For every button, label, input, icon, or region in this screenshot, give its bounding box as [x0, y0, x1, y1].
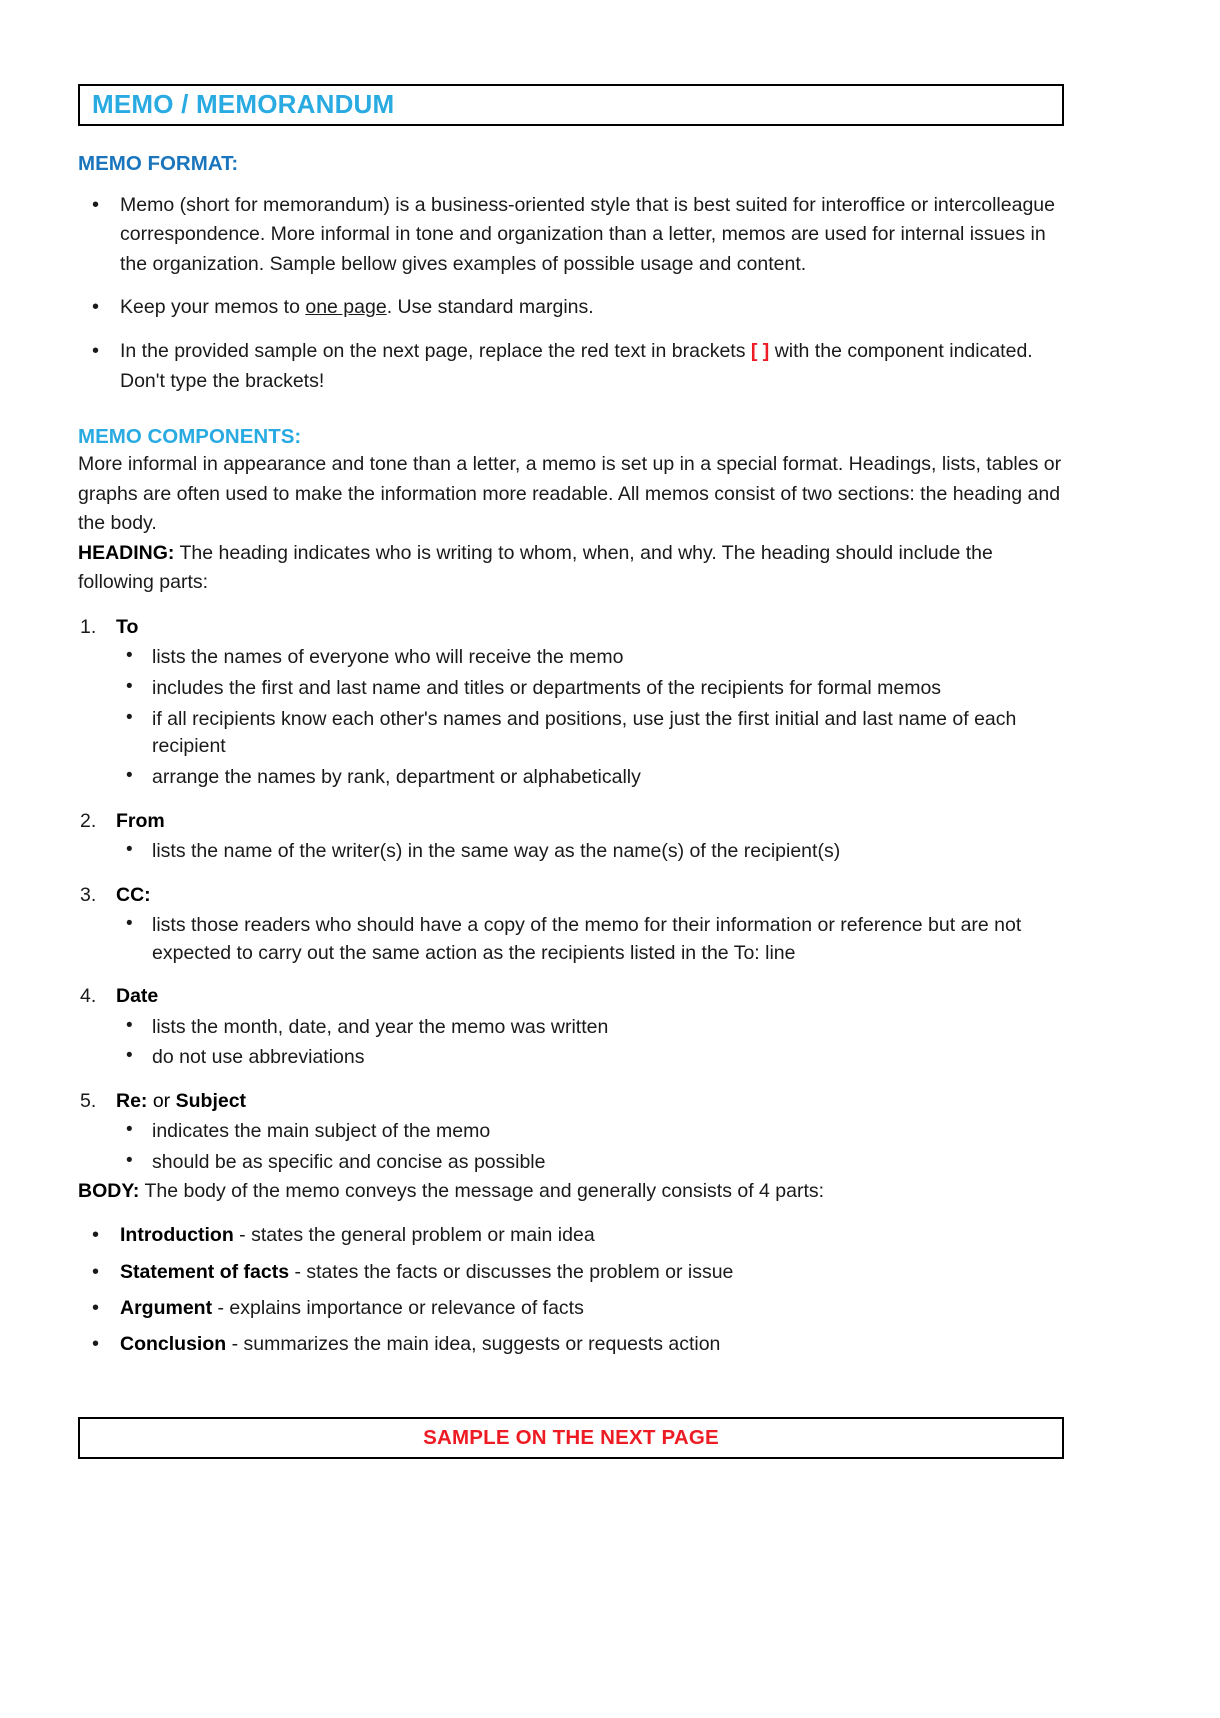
heading-part-subitem: • should be as specific and concise as possible	[116, 1149, 1064, 1177]
body-part-item	[78, 1222, 1064, 1249]
heading-part-item	[78, 614, 1064, 792]
heading-part-subitem: • arrange the names by rank, department or alphabetically	[116, 764, 1064, 792]
heading-part-item	[78, 983, 1064, 1072]
body-parts-list	[78, 1222, 1064, 1358]
heading-section-text: The heading indicates who is writing to whom, when, and why. The heading should include the following parts:	[78, 541, 993, 594]
heading-part-subitem: • lists those readers who should have a copy of the memo for their information or reference but are not expected to carry out the same action as the recipients listed in the To: line	[116, 912, 1064, 967]
heading-part-subitem: • do not use abbreviations	[116, 1044, 1064, 1072]
body-part-term: Conclusion	[120, 1333, 227, 1356]
memo-components-intro: More informal in appearance and tone than a letter, a memo is set up in a special format. Headings, lists, tables or graphs are often used to make the information more readable. All memos consist of two sections: the heading and the body.	[78, 452, 1062, 535]
heading-part-subitem: • includes the first and last name and titles or departments of the recipients for formal memos	[116, 675, 1064, 703]
body-part-description: - summarizes the main idea, suggests or requests action	[226, 1333, 721, 1356]
heading-part-item	[78, 808, 1064, 866]
memo-format-bullet-list	[78, 191, 1064, 397]
body-section-label: BODY:	[78, 1179, 140, 1202]
heading-part-subitem: • lists the month, date, and year the memo was written	[116, 1014, 1064, 1042]
body-part-term: Statement of facts	[120, 1260, 290, 1283]
page-title: MEMO / MEMORANDUM	[92, 89, 395, 119]
heading-part-subitem: • lists the names of everyone who will receive the memo	[116, 644, 1064, 672]
body-part-term: Introduction	[120, 1224, 234, 1247]
body-part-term: Argument	[120, 1297, 213, 1320]
memo-format-bullet: • In the provided sample on the next page, replace the red text in brackets [ ] with the component indicated. Don't type the brackets!	[78, 337, 1064, 396]
heading-part-sublist	[116, 1118, 1064, 1176]
heading-section-intro	[78, 539, 1064, 598]
body-part-description: - states the general problem or main idea	[233, 1224, 595, 1247]
memo-components-heading: MEMO COMPONENTS:	[78, 425, 302, 449]
body-section-text: The body of the memo conveys the message and generally consists of 4 parts:	[139, 1179, 825, 1202]
heading-part-label: To	[116, 616, 139, 639]
heading-part-label: CC:	[116, 883, 151, 906]
body-part-item	[78, 1331, 1064, 1358]
heading-part-sublist	[116, 644, 1064, 791]
heading-part-subitem: • lists the name of the writer(s) in the same way as the name(s) of the recipient(s)	[116, 838, 1064, 866]
red-bracket-marker: [ ]	[750, 340, 770, 363]
body-part-description: - states the facts or discusses the problem or issue	[289, 1260, 734, 1283]
memo-format-bullet: • Memo (short for memorandum) is a business-oriented style that is best suited for interoffice or intercolleague correspondence. More informal in tone and organization than a letter, memos are used for internal issues in the organization. Sample bellow gives examples of possible usage and content.	[78, 191, 1064, 280]
heading-part-item	[78, 1088, 1064, 1177]
footer-box	[78, 1417, 1064, 1459]
heading-part-sublist	[116, 1014, 1064, 1072]
heading-part-label: From	[116, 809, 165, 832]
heading-part-item	[78, 882, 1064, 968]
heading-parts-list	[78, 614, 1064, 1177]
heading-part-subitem: • indicates the main subject of the memo	[116, 1118, 1064, 1146]
heading-part-label: Date	[116, 985, 159, 1008]
document-content	[78, 84, 1064, 1459]
heading-part-label: Re: or Subject	[116, 1090, 247, 1113]
memo-format-bullet: • Keep your memos to one page. Use standard margins.	[78, 293, 1064, 323]
body-part-item	[78, 1259, 1064, 1286]
footer-note: SAMPLE ON THE NEXT PAGE	[423, 1425, 719, 1449]
memo-format-heading: MEMO FORMAT:	[78, 152, 239, 175]
heading-part-sublist	[116, 838, 1064, 866]
body-part-description: - explains importance or relevance of facts	[212, 1297, 584, 1320]
heading-part-subitem: • if all recipients know each other's names and positions, use just the first initial and last name of each recipient	[116, 706, 1064, 761]
title-box	[78, 84, 1064, 126]
body-section-intro	[78, 1177, 1064, 1207]
heading-section-label: HEADING:	[78, 541, 175, 564]
heading-part-sublist	[116, 912, 1064, 967]
body-part-item	[78, 1295, 1064, 1322]
